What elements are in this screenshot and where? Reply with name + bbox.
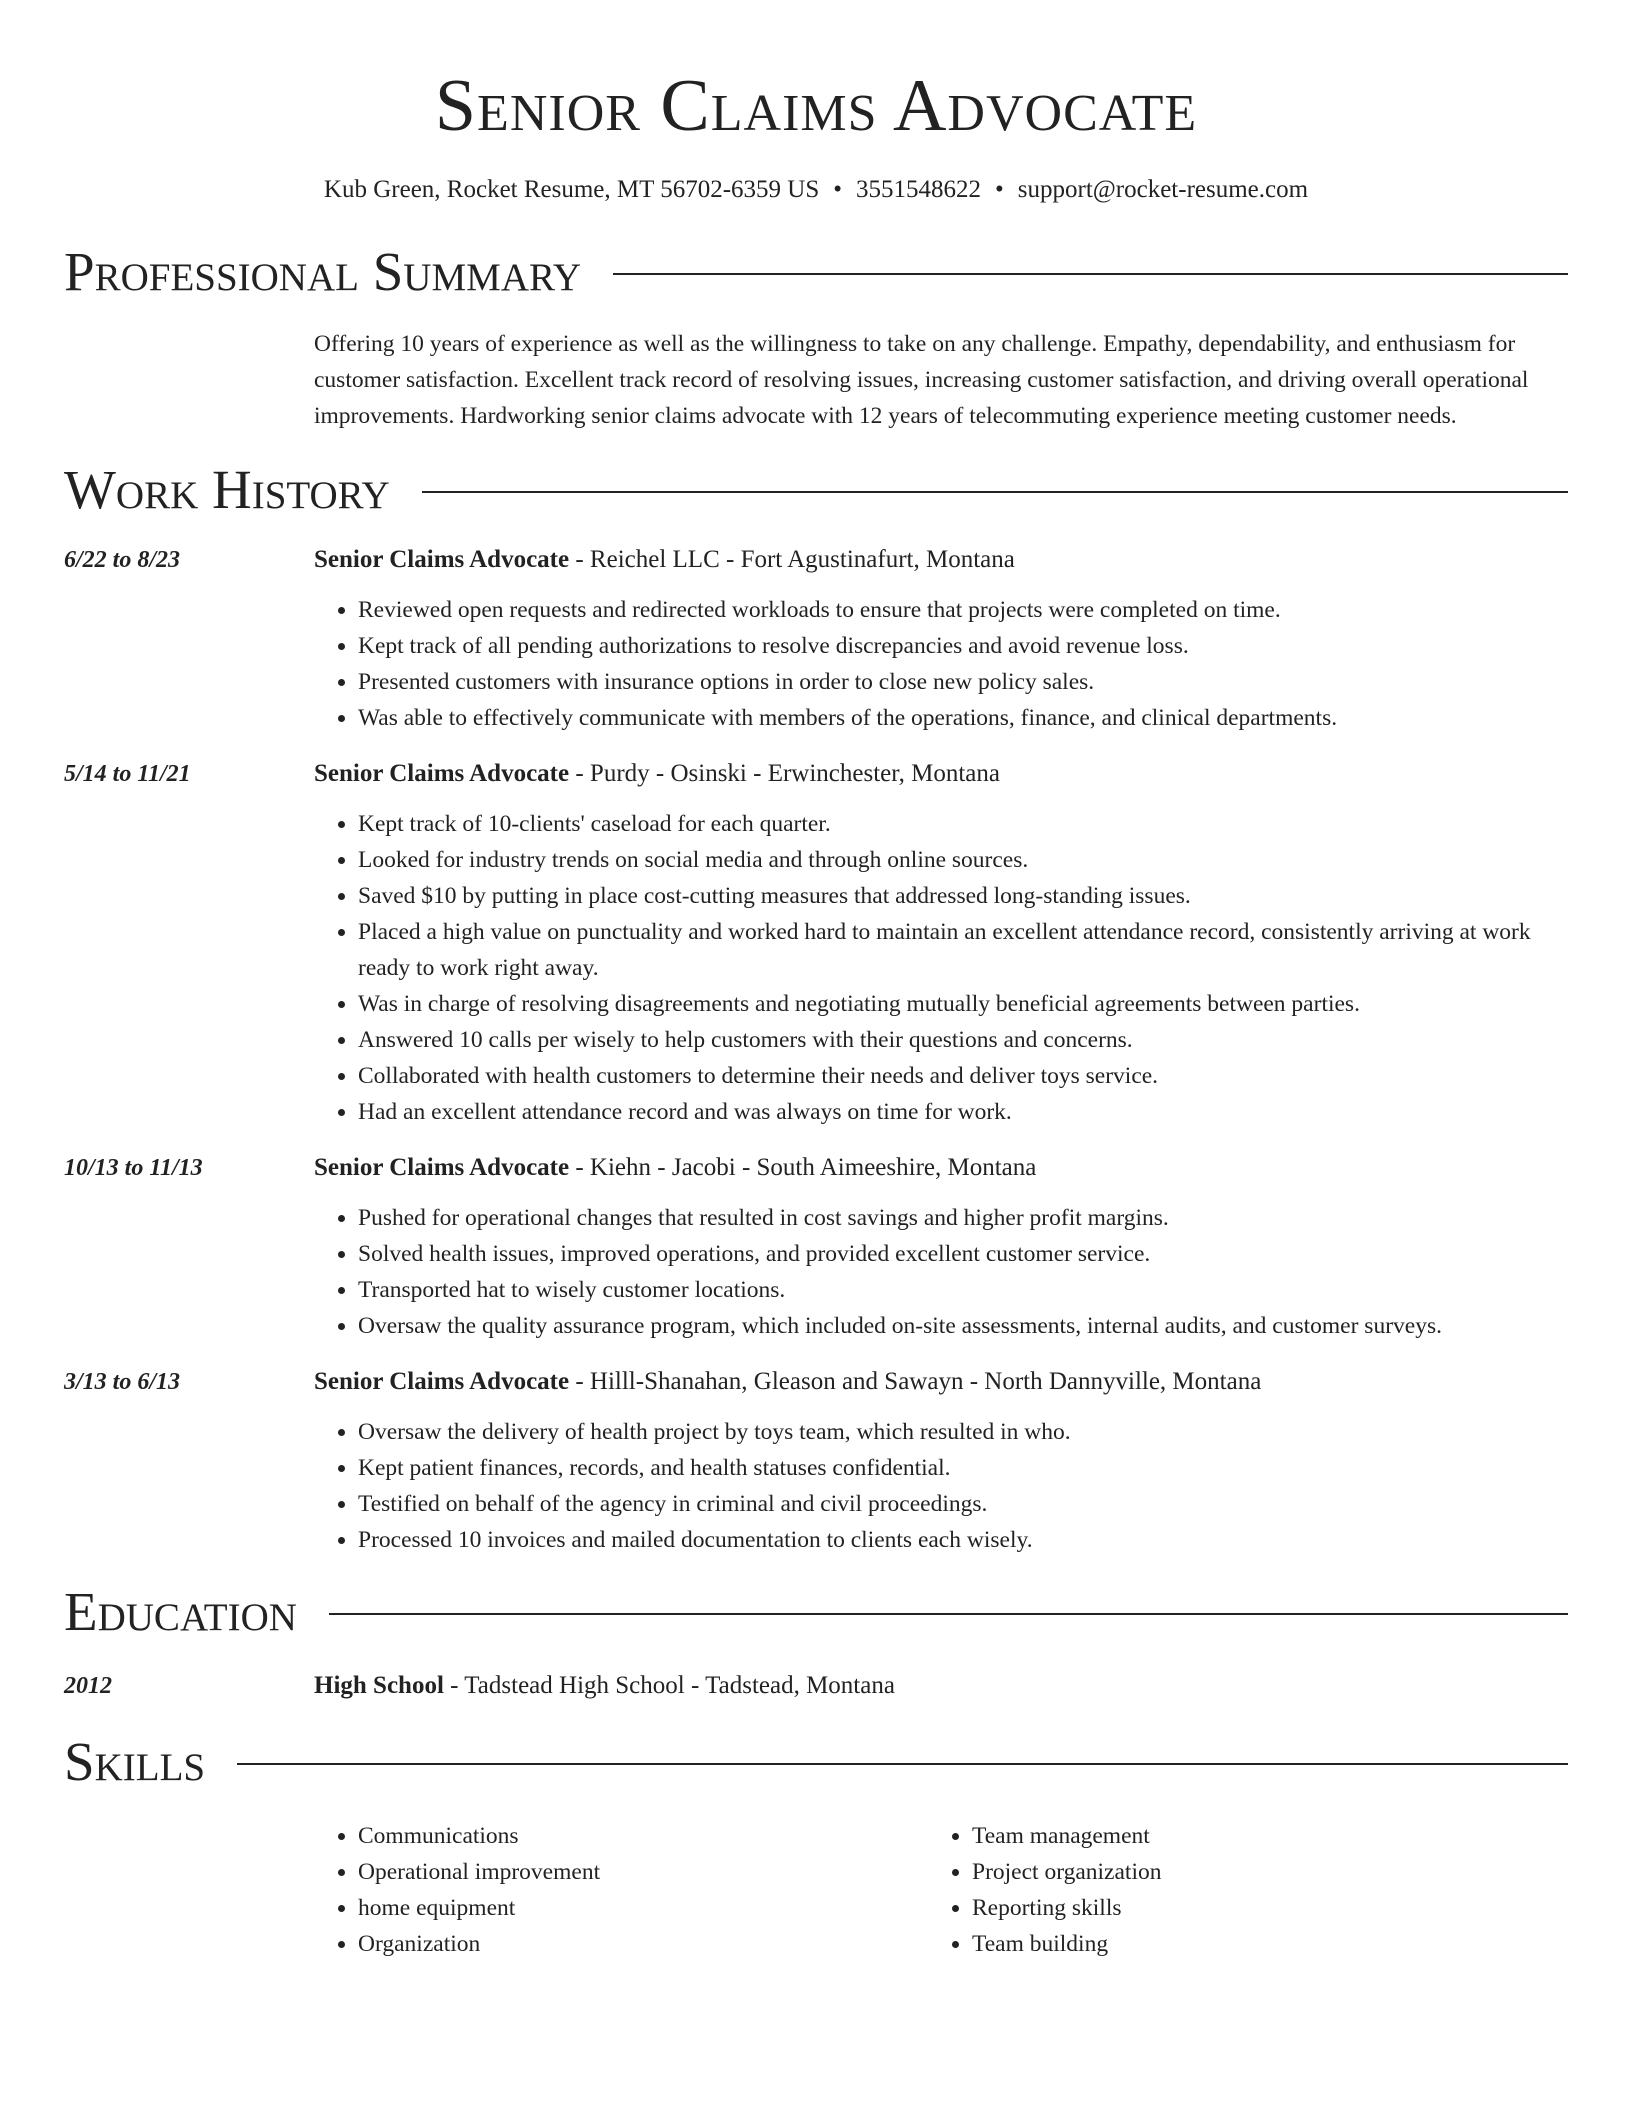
contact-separator: • xyxy=(995,176,1004,203)
job-title: Senior Claims Advocate xyxy=(314,1154,570,1181)
job-title-line xyxy=(314,756,1568,792)
skill-item: • Team management xyxy=(972,1818,1542,1854)
job-title-line xyxy=(314,1150,1568,1186)
job-bullet: • Reviewed open requests and redirected workloads to ensure that projects were completed on time. xyxy=(358,592,1568,628)
job-entry xyxy=(64,756,1568,1130)
education-section-header xyxy=(64,1578,1568,1646)
contact-separator: • xyxy=(833,176,842,203)
summary-heading: Professional Summary xyxy=(64,241,582,302)
job-bullet: • Was in charge of resolving disagreements and negotiating mutually beneficial agreements between parties. xyxy=(358,986,1568,1022)
work-section-header xyxy=(64,456,1568,524)
job-bullet: • Kept patient finances, records, and health statuses confidential. xyxy=(358,1450,1568,1486)
job-bullet: • Answered 10 calls per wisely to help customers with their questions and concerns. xyxy=(358,1022,1568,1058)
job-dates: 6/22 to 8/23 xyxy=(64,547,181,573)
job-bullet: • Presented customers with insurance options in order to close new policy sales. xyxy=(358,664,1568,700)
job-title: Senior Claims Advocate xyxy=(314,546,570,573)
skill-item: • Communications xyxy=(358,1818,928,1854)
education-line xyxy=(314,1668,895,1704)
contact-email[interactable]: support@rocket-resume.com xyxy=(1017,176,1309,203)
skills-section-header xyxy=(64,1728,1568,1796)
job-bullet: • Oversaw the quality assurance program, which included on-site assessments, internal audits, and customer surveys. xyxy=(358,1308,1568,1344)
summary-text: Offering 10 years of experience as well as the willingness to take on any challenge. Empathy, dependability, and enthusiasm for customer satisfaction. Excellent track record of resolving issues, increasing customer satisfaction, and driving overall operational improvements. Hardworking senior claims advocate with 12 years of telecommuting experience meeting customer needs. xyxy=(314,331,1529,429)
job-dates: 10/13 to 11/13 xyxy=(64,1155,203,1181)
job-bullets xyxy=(314,592,1568,736)
job-details: - Reichel LLC - Fort Agustinafurt, Montana xyxy=(569,546,1015,573)
work-history-list xyxy=(64,542,1568,1558)
job-title: Senior Claims Advocate xyxy=(314,760,570,787)
job-bullets xyxy=(314,1414,1568,1558)
skills-list-right xyxy=(928,1818,1542,1962)
contact-phone: 3551548622 xyxy=(856,176,981,203)
job-entry xyxy=(64,542,1568,736)
job-bullet: • Kept track of all pending authorizations to resolve discrepancies and avoid revenue loss. xyxy=(358,628,1568,664)
job-details: - Kiehn - Jacobi - South Aimeeshire, Montana xyxy=(569,1154,1037,1181)
job-bullet: • Processed 10 invoices and mailed documentation to clients each wisely. xyxy=(358,1522,1568,1558)
job-bullets xyxy=(314,806,1568,1130)
skill-item: • Project organization xyxy=(972,1854,1542,1890)
job-content xyxy=(314,1150,1568,1344)
job-bullet: • Pushed for operational changes that resulted in cost savings and higher profit margins. xyxy=(358,1200,1568,1236)
job-bullet: • Oversaw the delivery of health project by toys team, which resulted in who. xyxy=(358,1414,1568,1450)
job-bullets xyxy=(314,1200,1568,1344)
skill-item: • Reporting skills xyxy=(972,1890,1542,1926)
job-bullet: • Saved $10 by putting in place cost-cutting measures that addressed long-standing issues. xyxy=(358,878,1568,914)
skills-columns xyxy=(314,1818,1568,1962)
education-degree: High School xyxy=(314,1672,444,1699)
job-title-line xyxy=(314,542,1568,578)
job-entry xyxy=(64,1364,1568,1558)
summary-section-header xyxy=(64,238,1568,306)
skill-item: • home equipment xyxy=(358,1890,928,1926)
resume-title: Senior Claims Advocate xyxy=(434,65,1198,147)
skills-heading: Skills xyxy=(64,1731,206,1792)
job-bullet: • Collaborated with health customers to determine their needs and deliver toys service. xyxy=(358,1058,1568,1094)
job-content xyxy=(314,756,1568,1130)
section-divider xyxy=(422,491,1568,493)
contact-line xyxy=(64,172,1568,208)
skill-item: • Organization xyxy=(358,1926,928,1962)
skills-list-left xyxy=(314,1818,928,1962)
job-bullet: • Had an excellent attendance record and was always on time for work. xyxy=(358,1094,1568,1130)
section-divider xyxy=(329,1613,1568,1615)
job-title-line xyxy=(314,1364,1568,1400)
contact-address: Kub Green, Rocket Resume, MT 56702-6359 US xyxy=(323,176,820,203)
job-entry xyxy=(64,1150,1568,1344)
education-year: 2012 xyxy=(64,1673,112,1699)
job-bullet: • Solved health issues, improved operations, and provided excellent customer service. xyxy=(358,1236,1568,1272)
section-divider xyxy=(613,273,1568,275)
education-entry xyxy=(64,1668,1568,1704)
skill-item: • Team building xyxy=(972,1926,1542,1962)
job-dates: 3/13 to 6/13 xyxy=(64,1369,181,1395)
work-heading: Work History xyxy=(64,459,390,520)
job-dates: 5/14 to 11/21 xyxy=(64,761,191,787)
section-divider xyxy=(237,1763,1568,1765)
job-details: - Hilll-Shanahan, Gleason and Sawayn - North Dannyville, Montana xyxy=(569,1368,1262,1395)
education-details: - Tadstead High School - Tadstead, Montana xyxy=(443,1672,895,1699)
job-title: Senior Claims Advocate xyxy=(314,1368,570,1395)
job-details: - Purdy - Osinski - Erwinchester, Montana xyxy=(569,760,1000,787)
job-bullet: • Placed a high value on punctuality and worked hard to maintain an excellent attendance record, consistently arriving at work ready to work right away. xyxy=(358,914,1568,986)
job-content xyxy=(314,542,1568,736)
job-bullet: • Transported hat to wisely customer locations. xyxy=(358,1272,1568,1308)
education-heading: Education xyxy=(64,1581,297,1642)
job-bullet: • Was able to effectively communicate with members of the operations, finance, and clinical departments. xyxy=(358,700,1568,736)
job-bullet: • Testified on behalf of the agency in criminal and civil proceedings. xyxy=(358,1486,1568,1522)
job-content xyxy=(314,1364,1568,1558)
job-bullet: • Kept track of 10-clients' caseload for each quarter. xyxy=(358,806,1568,842)
job-bullet: • Looked for industry trends on social media and through online sources. xyxy=(358,842,1568,878)
skill-item: • Operational improvement xyxy=(358,1854,928,1890)
